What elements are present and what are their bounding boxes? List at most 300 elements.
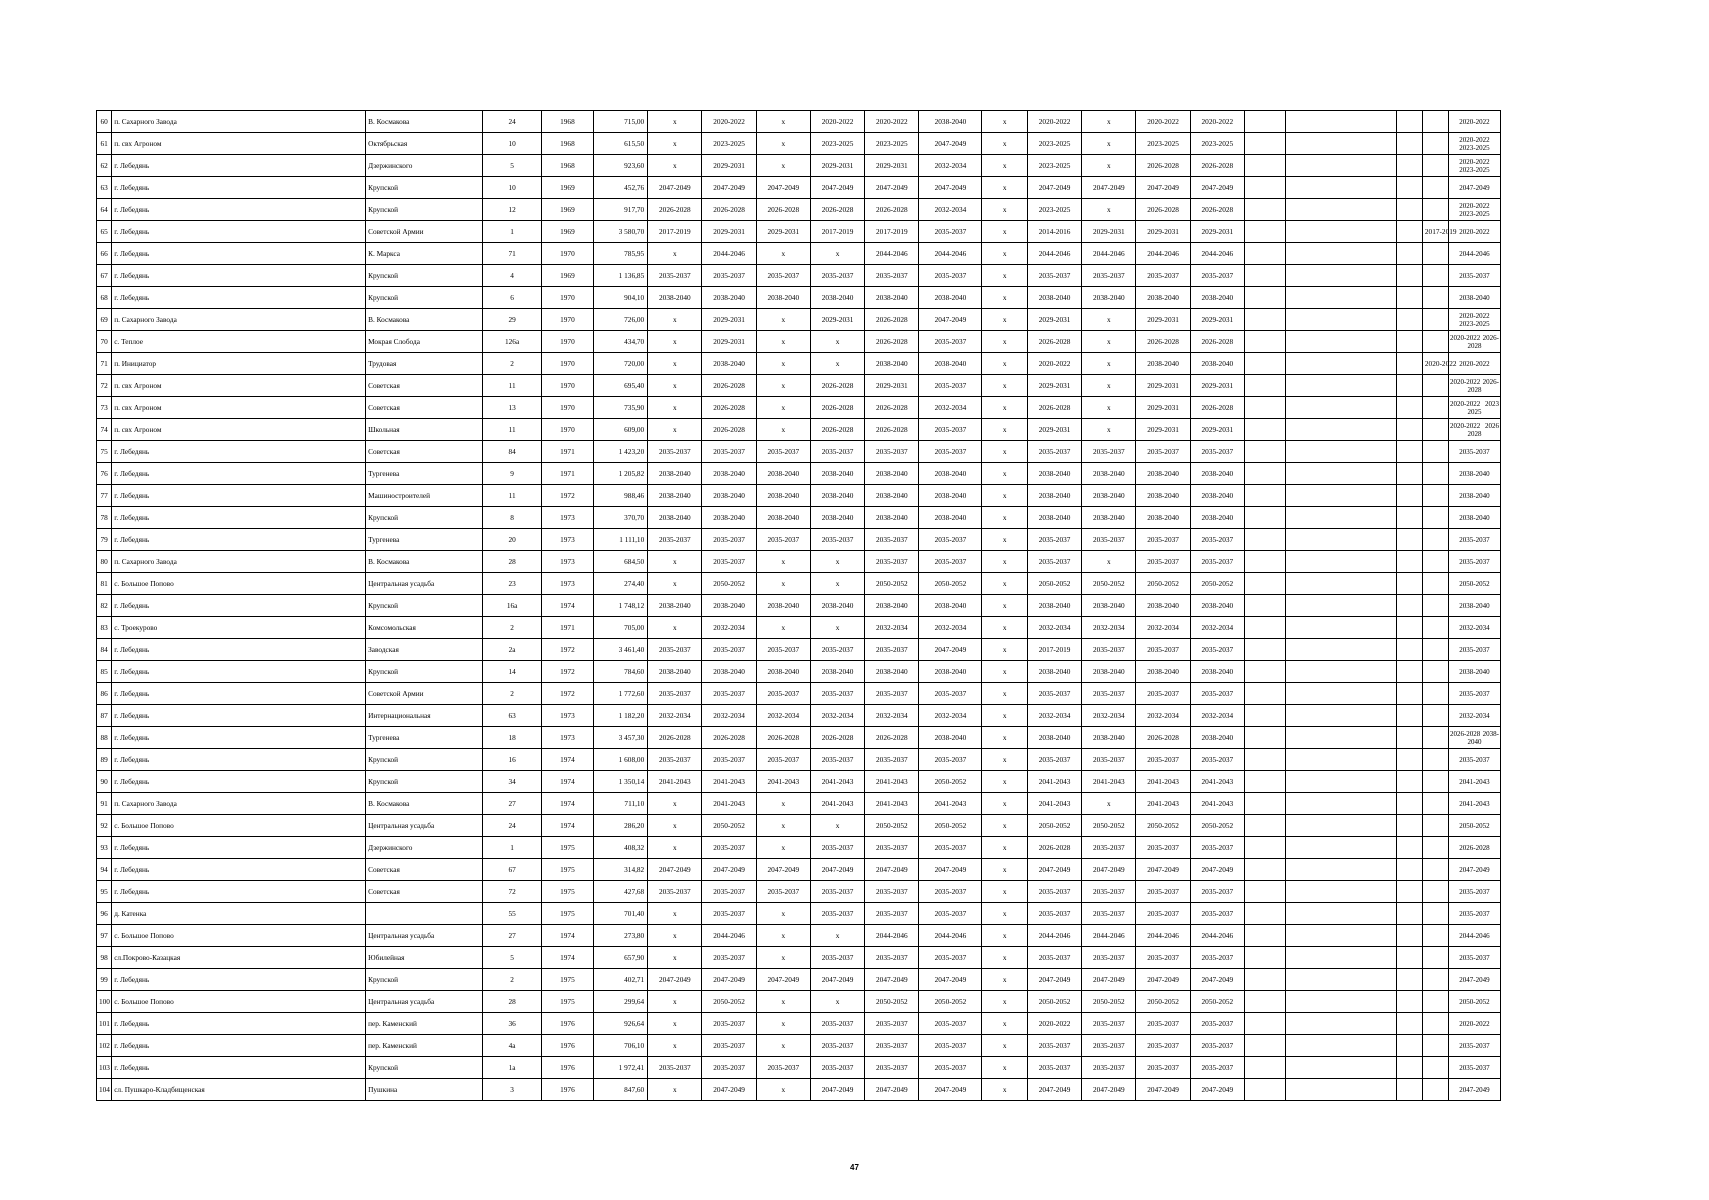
schedule-cell-c15 bbox=[1422, 881, 1448, 903]
row-number-cell: 65 bbox=[97, 221, 112, 243]
row-number-cell: 71 bbox=[97, 353, 112, 375]
table-row bbox=[97, 133, 1588, 155]
schedule-cell-c12 bbox=[1244, 815, 1285, 837]
schedule-cell-c12 bbox=[1244, 1013, 1285, 1035]
floor-area-cell: 1 350,14 bbox=[593, 771, 647, 793]
schedule-cell-c5: 2038-2040 bbox=[865, 353, 919, 375]
row-number-cell: 64 bbox=[97, 199, 112, 221]
year-built-cell: 1974 bbox=[541, 947, 593, 969]
schedule-cell-c14 bbox=[1396, 881, 1422, 903]
schedule-cell-c8: 2026-2028 bbox=[1027, 331, 1081, 353]
schedule-cell-c1: 2038-2040 bbox=[648, 661, 702, 683]
house-number-cell: 8 bbox=[483, 507, 542, 529]
final-period-line: 2020-2022 bbox=[1449, 421, 1481, 430]
row-number-cell: 78 bbox=[97, 507, 112, 529]
schedule-cell-c10: 2032-2034 bbox=[1136, 617, 1190, 639]
year-built-cell: 1974 bbox=[541, 595, 593, 617]
schedule-cell-c9: 2035-2037 bbox=[1082, 265, 1136, 287]
schedule-cell-c13 bbox=[1286, 991, 1397, 1013]
schedule-cell-c14 bbox=[1396, 705, 1422, 727]
settlement-cell: г. Лебедянь bbox=[112, 639, 366, 661]
settlement-cell: г. Лебедянь bbox=[112, 727, 366, 749]
schedule-cell-c2: 2038-2040 bbox=[702, 287, 756, 309]
schedule-cell-c6: 2038-2040 bbox=[919, 485, 982, 507]
row-number-cell: 88 bbox=[97, 727, 112, 749]
schedule-cell-c13 bbox=[1286, 287, 1397, 309]
floor-area-cell: 1 608,00 bbox=[593, 749, 647, 771]
row-number-cell: 90 bbox=[97, 771, 112, 793]
schedule-cell-c6: 2035-2037 bbox=[919, 221, 982, 243]
schedule-cell-c5: 2038-2040 bbox=[865, 463, 919, 485]
schedule-cell-c9: 2035-2037 bbox=[1082, 837, 1136, 859]
row-number-cell: 102 bbox=[97, 1035, 112, 1057]
schedule-cell-c11: 2035-2037 bbox=[1190, 639, 1244, 661]
schedule-cell-c15 bbox=[1422, 947, 1448, 969]
schedule-cell-c10: 2035-2037 bbox=[1136, 1057, 1190, 1079]
schedule-cell-c5: 2047-2049 bbox=[865, 1079, 919, 1101]
schedule-cell-c9: x bbox=[1082, 793, 1136, 815]
row-number-cell: 70 bbox=[97, 331, 112, 353]
table-row bbox=[97, 309, 1588, 331]
schedule-cell-c11: 2047-2049 bbox=[1190, 1079, 1244, 1101]
schedule-cell-c14 bbox=[1396, 815, 1422, 837]
street-cell: Советской Армии bbox=[366, 221, 483, 243]
schedule-cell-c2: 2032-2034 bbox=[702, 617, 756, 639]
street-cell: Крупской bbox=[366, 287, 483, 309]
schedule-cell-c6: 2035-2037 bbox=[919, 265, 982, 287]
schedule-cell-c11: 2026-2028 bbox=[1190, 199, 1244, 221]
floor-area-cell: 695,40 bbox=[593, 375, 647, 397]
street-cell: Советской Армии bbox=[366, 683, 483, 705]
schedule-cell-c11: 2038-2040 bbox=[1190, 353, 1244, 375]
final-period-cell bbox=[1448, 419, 1500, 441]
schedule-cell-c15 bbox=[1422, 705, 1448, 727]
street-cell: В. Космакова bbox=[366, 111, 483, 133]
schedule-cell-c11: 2038-2040 bbox=[1190, 463, 1244, 485]
schedule-cell-c9: 2041-2043 bbox=[1082, 771, 1136, 793]
schedule-cell-c10: 2026-2028 bbox=[1136, 199, 1190, 221]
schedule-cell-c7: x bbox=[982, 881, 1028, 903]
schedule-cell-c12 bbox=[1244, 177, 1285, 199]
final-period-line: 2038-2040 bbox=[1459, 293, 1490, 302]
house-number-cell: 4 bbox=[483, 265, 542, 287]
year-built-cell: 1975 bbox=[541, 969, 593, 991]
schedule-cell-c15 bbox=[1422, 507, 1448, 529]
final-period-line: 2038-2040 bbox=[1459, 667, 1490, 676]
schedule-cell-c5: 2026-2028 bbox=[865, 727, 919, 749]
schedule-cell-c8: 2035-2037 bbox=[1027, 529, 1081, 551]
schedule-cell-c4: 2047-2049 bbox=[810, 177, 864, 199]
schedule-cell-c14 bbox=[1396, 485, 1422, 507]
schedule-cell-c5: 2029-2031 bbox=[865, 155, 919, 177]
schedule-cell-c1: 2035-2037 bbox=[648, 639, 702, 661]
schedule-cell-c2: 2029-2031 bbox=[702, 155, 756, 177]
schedule-cell-c1: x bbox=[648, 111, 702, 133]
schedule-cell-c6: 2035-2037 bbox=[919, 749, 982, 771]
year-built-cell: 1970 bbox=[541, 419, 593, 441]
final-period-line: 2020-2022 bbox=[1449, 333, 1481, 342]
final-period-line: 2023-2025 bbox=[1459, 209, 1490, 218]
schedule-cell-c3: 2035-2037 bbox=[756, 639, 810, 661]
schedule-cell-c5: 2032-2034 bbox=[865, 705, 919, 727]
schedule-cell-c9: 2047-2049 bbox=[1082, 859, 1136, 881]
schedule-cell-c3: 2026-2028 bbox=[756, 199, 810, 221]
street-cell: В. Космакова bbox=[366, 551, 483, 573]
schedule-cell-c15 bbox=[1422, 287, 1448, 309]
settlement-cell: с. Большое Попово bbox=[112, 925, 366, 947]
schedule-cell-c6: 2050-2052 bbox=[919, 573, 982, 595]
schedule-cell-c10: 2029-2031 bbox=[1136, 397, 1190, 419]
schedule-cell-c3: x bbox=[756, 551, 810, 573]
schedule-cell-c4: x bbox=[810, 573, 864, 595]
schedule-cell-c3: x bbox=[756, 397, 810, 419]
schedule-cell-c6: 2032-2034 bbox=[919, 617, 982, 639]
schedule-cell-c12 bbox=[1244, 947, 1285, 969]
schedule-cell-c7: x bbox=[982, 859, 1028, 881]
schedule-cell-c9: x bbox=[1082, 155, 1136, 177]
settlement-cell: г. Лебедянь bbox=[112, 969, 366, 991]
schedule-cell-c3: 2035-2037 bbox=[756, 881, 810, 903]
schedule-cell-c5: 2038-2040 bbox=[865, 661, 919, 683]
schedule-cell-c4: x bbox=[810, 991, 864, 1013]
schedule-cell-c15 bbox=[1422, 551, 1448, 573]
table-row bbox=[97, 419, 1588, 441]
settlement-cell: п. Сахарного Завода bbox=[112, 551, 366, 573]
year-built-cell: 1975 bbox=[541, 991, 593, 1013]
final-period-line: 2035-2037 bbox=[1459, 689, 1490, 698]
schedule-cell-c2: 2026-2028 bbox=[702, 397, 756, 419]
floor-area-cell: 1 748,12 bbox=[593, 595, 647, 617]
schedule-cell-c9: 2047-2049 bbox=[1082, 969, 1136, 991]
schedule-cell-c15 bbox=[1422, 331, 1448, 353]
schedule-cell-c11: 2029-2031 bbox=[1190, 419, 1244, 441]
schedule-cell-c5: 2035-2037 bbox=[865, 441, 919, 463]
schedule-cell-c13 bbox=[1286, 199, 1397, 221]
schedule-cell-c7: x bbox=[982, 133, 1028, 155]
year-built-cell: 1973 bbox=[541, 551, 593, 573]
final-period-line: 2020-2022 bbox=[1449, 377, 1481, 386]
schedule-cell-c9: 2035-2037 bbox=[1082, 1057, 1136, 1079]
schedule-cell-c10: 2044-2046 bbox=[1136, 243, 1190, 265]
schedule-cell-c6: 2035-2037 bbox=[919, 419, 982, 441]
house-number-cell: 16а bbox=[483, 595, 542, 617]
table-row bbox=[97, 727, 1588, 749]
floor-area-cell: 314,82 bbox=[593, 859, 647, 881]
schedule-cell-c3: x bbox=[756, 991, 810, 1013]
schedule-cell-c4: 2032-2034 bbox=[810, 705, 864, 727]
schedule-cell-c4: 2047-2049 bbox=[810, 859, 864, 881]
schedule-cell-c1: x bbox=[648, 1035, 702, 1057]
schedule-cell-c14 bbox=[1396, 771, 1422, 793]
schedule-cell-c3: x bbox=[756, 925, 810, 947]
schedule-cell-c11: 2038-2040 bbox=[1190, 485, 1244, 507]
street-cell: Мокрая Слобода bbox=[366, 331, 483, 353]
schedule-cell-c3: x bbox=[756, 243, 810, 265]
schedule-cell-c5: 2047-2049 bbox=[865, 969, 919, 991]
schedule-cell-c4: 2026-2028 bbox=[810, 419, 864, 441]
schedule-cell-c11: 2035-2037 bbox=[1190, 1057, 1244, 1079]
floor-area-cell: 705,00 bbox=[593, 617, 647, 639]
schedule-cell-c5: 2035-2037 bbox=[865, 1013, 919, 1035]
final-period-cell bbox=[1448, 661, 1500, 683]
house-number-cell: 28 bbox=[483, 551, 542, 573]
schedule-cell-c13 bbox=[1286, 969, 1397, 991]
final-period-line: 2047-2049 bbox=[1459, 183, 1490, 192]
schedule-cell-c1: x bbox=[648, 375, 702, 397]
year-built-cell: 1976 bbox=[541, 1013, 593, 1035]
final-period-line: 2026 bbox=[1485, 421, 1500, 430]
table-row bbox=[97, 1035, 1588, 1057]
final-period-line: 2035-2037 bbox=[1459, 645, 1490, 654]
final-period-line: 2025 bbox=[1467, 407, 1482, 416]
schedule-cell-c5: 2032-2034 bbox=[865, 617, 919, 639]
schedule-cell-c12 bbox=[1244, 771, 1285, 793]
schedule-cell-c11: 2050-2052 bbox=[1190, 573, 1244, 595]
schedule-cell-c1: 2038-2040 bbox=[648, 463, 702, 485]
schedule-cell-c14 bbox=[1396, 199, 1422, 221]
schedule-cell-c12 bbox=[1244, 573, 1285, 595]
schedule-cell-c4: x bbox=[810, 925, 864, 947]
schedule-cell-c11: 2026-2028 bbox=[1190, 331, 1244, 353]
schedule-cell-c15 bbox=[1422, 177, 1448, 199]
schedule-cell-c10: 2038-2040 bbox=[1136, 507, 1190, 529]
table-row bbox=[97, 595, 1588, 617]
schedule-cell-c2: 2035-2037 bbox=[702, 837, 756, 859]
schedule-cell-c2: 2035-2037 bbox=[702, 1057, 756, 1079]
final-period-cell bbox=[1448, 441, 1500, 463]
schedule-cell-c9: 2035-2037 bbox=[1082, 683, 1136, 705]
schedule-cell-c13 bbox=[1286, 837, 1397, 859]
schedule-cell-c15 bbox=[1422, 133, 1448, 155]
floor-area-cell: 988,46 bbox=[593, 485, 647, 507]
schedule-cell-c9: 2038-2040 bbox=[1082, 595, 1136, 617]
schedule-cell-c14 bbox=[1396, 859, 1422, 881]
schedule-cell-c5: 2035-2037 bbox=[865, 903, 919, 925]
schedule-cell-c1: x bbox=[648, 155, 702, 177]
settlement-cell: г. Лебедянь bbox=[112, 683, 366, 705]
schedule-cell-c9: 2032-2034 bbox=[1082, 617, 1136, 639]
schedule-cell-c1: x bbox=[648, 1079, 702, 1101]
schedule-cell-c8: 2035-2037 bbox=[1027, 441, 1081, 463]
schedule-cell-c11: 2050-2052 bbox=[1190, 815, 1244, 837]
schedule-cell-c4: 2035-2037 bbox=[810, 903, 864, 925]
schedule-cell-c8: 2029-2031 bbox=[1027, 375, 1081, 397]
schedule-cell-c9: 2035-2037 bbox=[1082, 441, 1136, 463]
schedule-cell-c7: x bbox=[982, 199, 1028, 221]
schedule-cell-c12 bbox=[1244, 199, 1285, 221]
settlement-cell: п. Инициатор bbox=[112, 353, 366, 375]
settlement-cell: г. Лебедянь bbox=[112, 1035, 366, 1057]
schedule-cell-c4: x bbox=[810, 243, 864, 265]
schedule-cell-c9: 2038-2040 bbox=[1082, 485, 1136, 507]
schedule-cell-c9: x bbox=[1082, 331, 1136, 353]
schedule-cell-c4: 2035-2037 bbox=[810, 639, 864, 661]
schedule-cell-c6: 2038-2040 bbox=[919, 661, 982, 683]
final-period-line: 2038-2040 bbox=[1459, 469, 1490, 478]
schedule-cell-c15 bbox=[1422, 727, 1448, 749]
schedule-cell-c6: 2050-2052 bbox=[919, 771, 982, 793]
schedule-cell-c9: 2035-2037 bbox=[1082, 639, 1136, 661]
schedule-cell-c9: 2038-2040 bbox=[1082, 727, 1136, 749]
schedule-cell-c1: 2047-2049 bbox=[648, 859, 702, 881]
schedule-cell-c10: 2047-2049 bbox=[1136, 177, 1190, 199]
schedule-cell-c9: x bbox=[1082, 111, 1136, 133]
schedule-cell-c1: 2035-2037 bbox=[648, 441, 702, 463]
street-cell: Советская bbox=[366, 881, 483, 903]
schedule-cell-c2: 2035-2037 bbox=[702, 639, 756, 661]
final-period-line: 2035-2037 bbox=[1459, 755, 1490, 764]
settlement-cell: п. Сахарного Завода bbox=[112, 309, 366, 331]
final-period-line: 2035-2037 bbox=[1459, 447, 1490, 456]
final-period-line: 2020-2022 bbox=[1459, 157, 1490, 166]
settlement-cell: п. свх Агроном bbox=[112, 397, 366, 419]
settlement-cell: с. Троекурово bbox=[112, 617, 366, 639]
schedule-cell-c7: x bbox=[982, 727, 1028, 749]
schedule-cell-c2: 2032-2034 bbox=[702, 705, 756, 727]
schedule-cell-c6: 2047-2049 bbox=[919, 177, 982, 199]
schedule-cell-c13 bbox=[1286, 771, 1397, 793]
schedule-cell-c6: 2035-2037 bbox=[919, 837, 982, 859]
schedule-cell-c8: 2035-2037 bbox=[1027, 903, 1081, 925]
street-cell: Октябрьская bbox=[366, 133, 483, 155]
schedule-cell-c14 bbox=[1396, 287, 1422, 309]
schedule-cell-c1: 2035-2037 bbox=[648, 1057, 702, 1079]
schedule-cell-c5: 2035-2037 bbox=[865, 529, 919, 551]
schedule-cell-c1: 2035-2037 bbox=[648, 749, 702, 771]
schedule-cell-c15 bbox=[1422, 573, 1448, 595]
settlement-cell: г. Лебедянь bbox=[112, 881, 366, 903]
floor-area-cell: 701,40 bbox=[593, 903, 647, 925]
schedule-cell-c12 bbox=[1244, 287, 1285, 309]
schedule-cell-c5: 2047-2049 bbox=[865, 859, 919, 881]
house-number-cell: 28 bbox=[483, 991, 542, 1013]
schedule-cell-c8: 2035-2037 bbox=[1027, 265, 1081, 287]
street-cell: Дзержинского bbox=[366, 837, 483, 859]
row-number-cell: 95 bbox=[97, 881, 112, 903]
schedule-cell-c9: x bbox=[1082, 309, 1136, 331]
schedule-cell-c15 bbox=[1422, 1079, 1448, 1101]
street-cell: Советская bbox=[366, 859, 483, 881]
table-row bbox=[97, 837, 1588, 859]
schedule-cell-c6: 2035-2037 bbox=[919, 1013, 982, 1035]
final-period-cell bbox=[1448, 881, 1500, 903]
schedule-cell-c8: 2035-2037 bbox=[1027, 881, 1081, 903]
schedule-cell-c13 bbox=[1286, 111, 1397, 133]
schedule-cell-c5: 2026-2028 bbox=[865, 199, 919, 221]
schedule-cell-c6: 2044-2046 bbox=[919, 925, 982, 947]
table-row bbox=[97, 991, 1588, 1013]
house-number-cell: 126а bbox=[483, 331, 542, 353]
schedule-cell-c9: 2038-2040 bbox=[1082, 507, 1136, 529]
floor-area-cell: 615,50 bbox=[593, 133, 647, 155]
final-period-cell bbox=[1448, 1013, 1500, 1035]
floor-area-cell: 408,32 bbox=[593, 837, 647, 859]
schedule-cell-c4: x bbox=[810, 331, 864, 353]
schedule-cell-c7: x bbox=[982, 353, 1028, 375]
final-period-cell bbox=[1448, 243, 1500, 265]
schedule-cell-c4: 2035-2037 bbox=[810, 683, 864, 705]
schedule-cell-c1: x bbox=[648, 551, 702, 573]
schedule-cell-c10: 2038-2040 bbox=[1136, 595, 1190, 617]
schedule-cell-c1: 2038-2040 bbox=[648, 595, 702, 617]
schedule-cell-c1: x bbox=[648, 309, 702, 331]
street-cell: В. Космакова bbox=[366, 793, 483, 815]
house-number-cell: 1 bbox=[483, 221, 542, 243]
house-number-cell: 2 bbox=[483, 353, 542, 375]
schedule-cell-c7: x bbox=[982, 749, 1028, 771]
schedule-cell-c7: x bbox=[982, 1057, 1028, 1079]
schedule-cell-c11: 2035-2037 bbox=[1190, 749, 1244, 771]
final-period-line: 2028 bbox=[1467, 385, 1482, 394]
schedule-cell-c6: 2035-2037 bbox=[919, 903, 982, 925]
schedule-cell-c7: x bbox=[982, 661, 1028, 683]
schedule-cell-c1: x bbox=[648, 925, 702, 947]
schedule-cell-c5: 2026-2028 bbox=[865, 397, 919, 419]
street-cell: К. Маркса bbox=[366, 243, 483, 265]
schedule-cell-c7: x bbox=[982, 837, 1028, 859]
schedule-cell-c3: x bbox=[756, 793, 810, 815]
street-cell: Комсомольская bbox=[366, 617, 483, 639]
schedule-cell-c4: 2026-2028 bbox=[810, 727, 864, 749]
schedule-cell-c3: 2038-2040 bbox=[756, 507, 810, 529]
schedule-cell-c8: 2023-2025 bbox=[1027, 199, 1081, 221]
street-cell: Крупской bbox=[366, 177, 483, 199]
settlement-cell: п. Сахарного Завода bbox=[112, 793, 366, 815]
schedule-cell-c7: x bbox=[982, 771, 1028, 793]
table-row bbox=[97, 1057, 1588, 1079]
street-cell: пер. Каменский bbox=[366, 1013, 483, 1035]
final-period-cell bbox=[1448, 485, 1500, 507]
settlement-cell: г. Лебедянь bbox=[112, 155, 366, 177]
table-row bbox=[97, 1013, 1588, 1035]
row-number-cell: 94 bbox=[97, 859, 112, 881]
schedule-cell-c11: 2038-2040 bbox=[1190, 595, 1244, 617]
schedule-cell-c12 bbox=[1244, 1035, 1285, 1057]
schedule-cell-c13 bbox=[1286, 727, 1397, 749]
schedule-cell-c4: 2038-2040 bbox=[810, 595, 864, 617]
settlement-cell: с. Большое Попово bbox=[112, 991, 366, 1013]
schedule-cell-c14 bbox=[1396, 617, 1422, 639]
final-period-line: 2035-2037 bbox=[1459, 535, 1490, 544]
schedule-cell-c13 bbox=[1286, 243, 1397, 265]
schedule-cell-c6: 2038-2040 bbox=[919, 507, 982, 529]
schedule-cell-c13 bbox=[1286, 573, 1397, 595]
schedule-cell-c6: 2038-2040 bbox=[919, 353, 982, 375]
schedule-cell-c13 bbox=[1286, 639, 1397, 661]
schedule-cell-c10: 2035-2037 bbox=[1136, 947, 1190, 969]
schedule-cell-c14 bbox=[1396, 397, 1422, 419]
table-row bbox=[97, 793, 1588, 815]
schedule-cell-c14 bbox=[1396, 155, 1422, 177]
schedule-cell-c2: 2044-2046 bbox=[702, 243, 756, 265]
schedule-cell-c15 bbox=[1422, 661, 1448, 683]
final-period-line: 2020-2022 bbox=[1459, 227, 1490, 236]
schedule-cell-c9: x bbox=[1082, 199, 1136, 221]
schedule-cell-c10: 2038-2040 bbox=[1136, 353, 1190, 375]
schedule-cell-c12 bbox=[1244, 507, 1285, 529]
schedule-cell-c10: 2050-2052 bbox=[1136, 815, 1190, 837]
schedule-cell-c7: x bbox=[982, 1079, 1028, 1101]
schedule-cell-c7: x bbox=[982, 925, 1028, 947]
table-row bbox=[97, 815, 1588, 837]
house-number-cell: 23 bbox=[483, 573, 542, 595]
schedule-cell-c9: x bbox=[1082, 375, 1136, 397]
final-period-line: 2020-2022 bbox=[1459, 117, 1490, 126]
schedule-cell-c15: 2020-2022 bbox=[1422, 353, 1448, 375]
schedule-cell-c11: 2026-2028 bbox=[1190, 155, 1244, 177]
schedule-cell-c6: 2038-2040 bbox=[919, 111, 982, 133]
schedule-cell-c9: 2047-2049 bbox=[1082, 177, 1136, 199]
